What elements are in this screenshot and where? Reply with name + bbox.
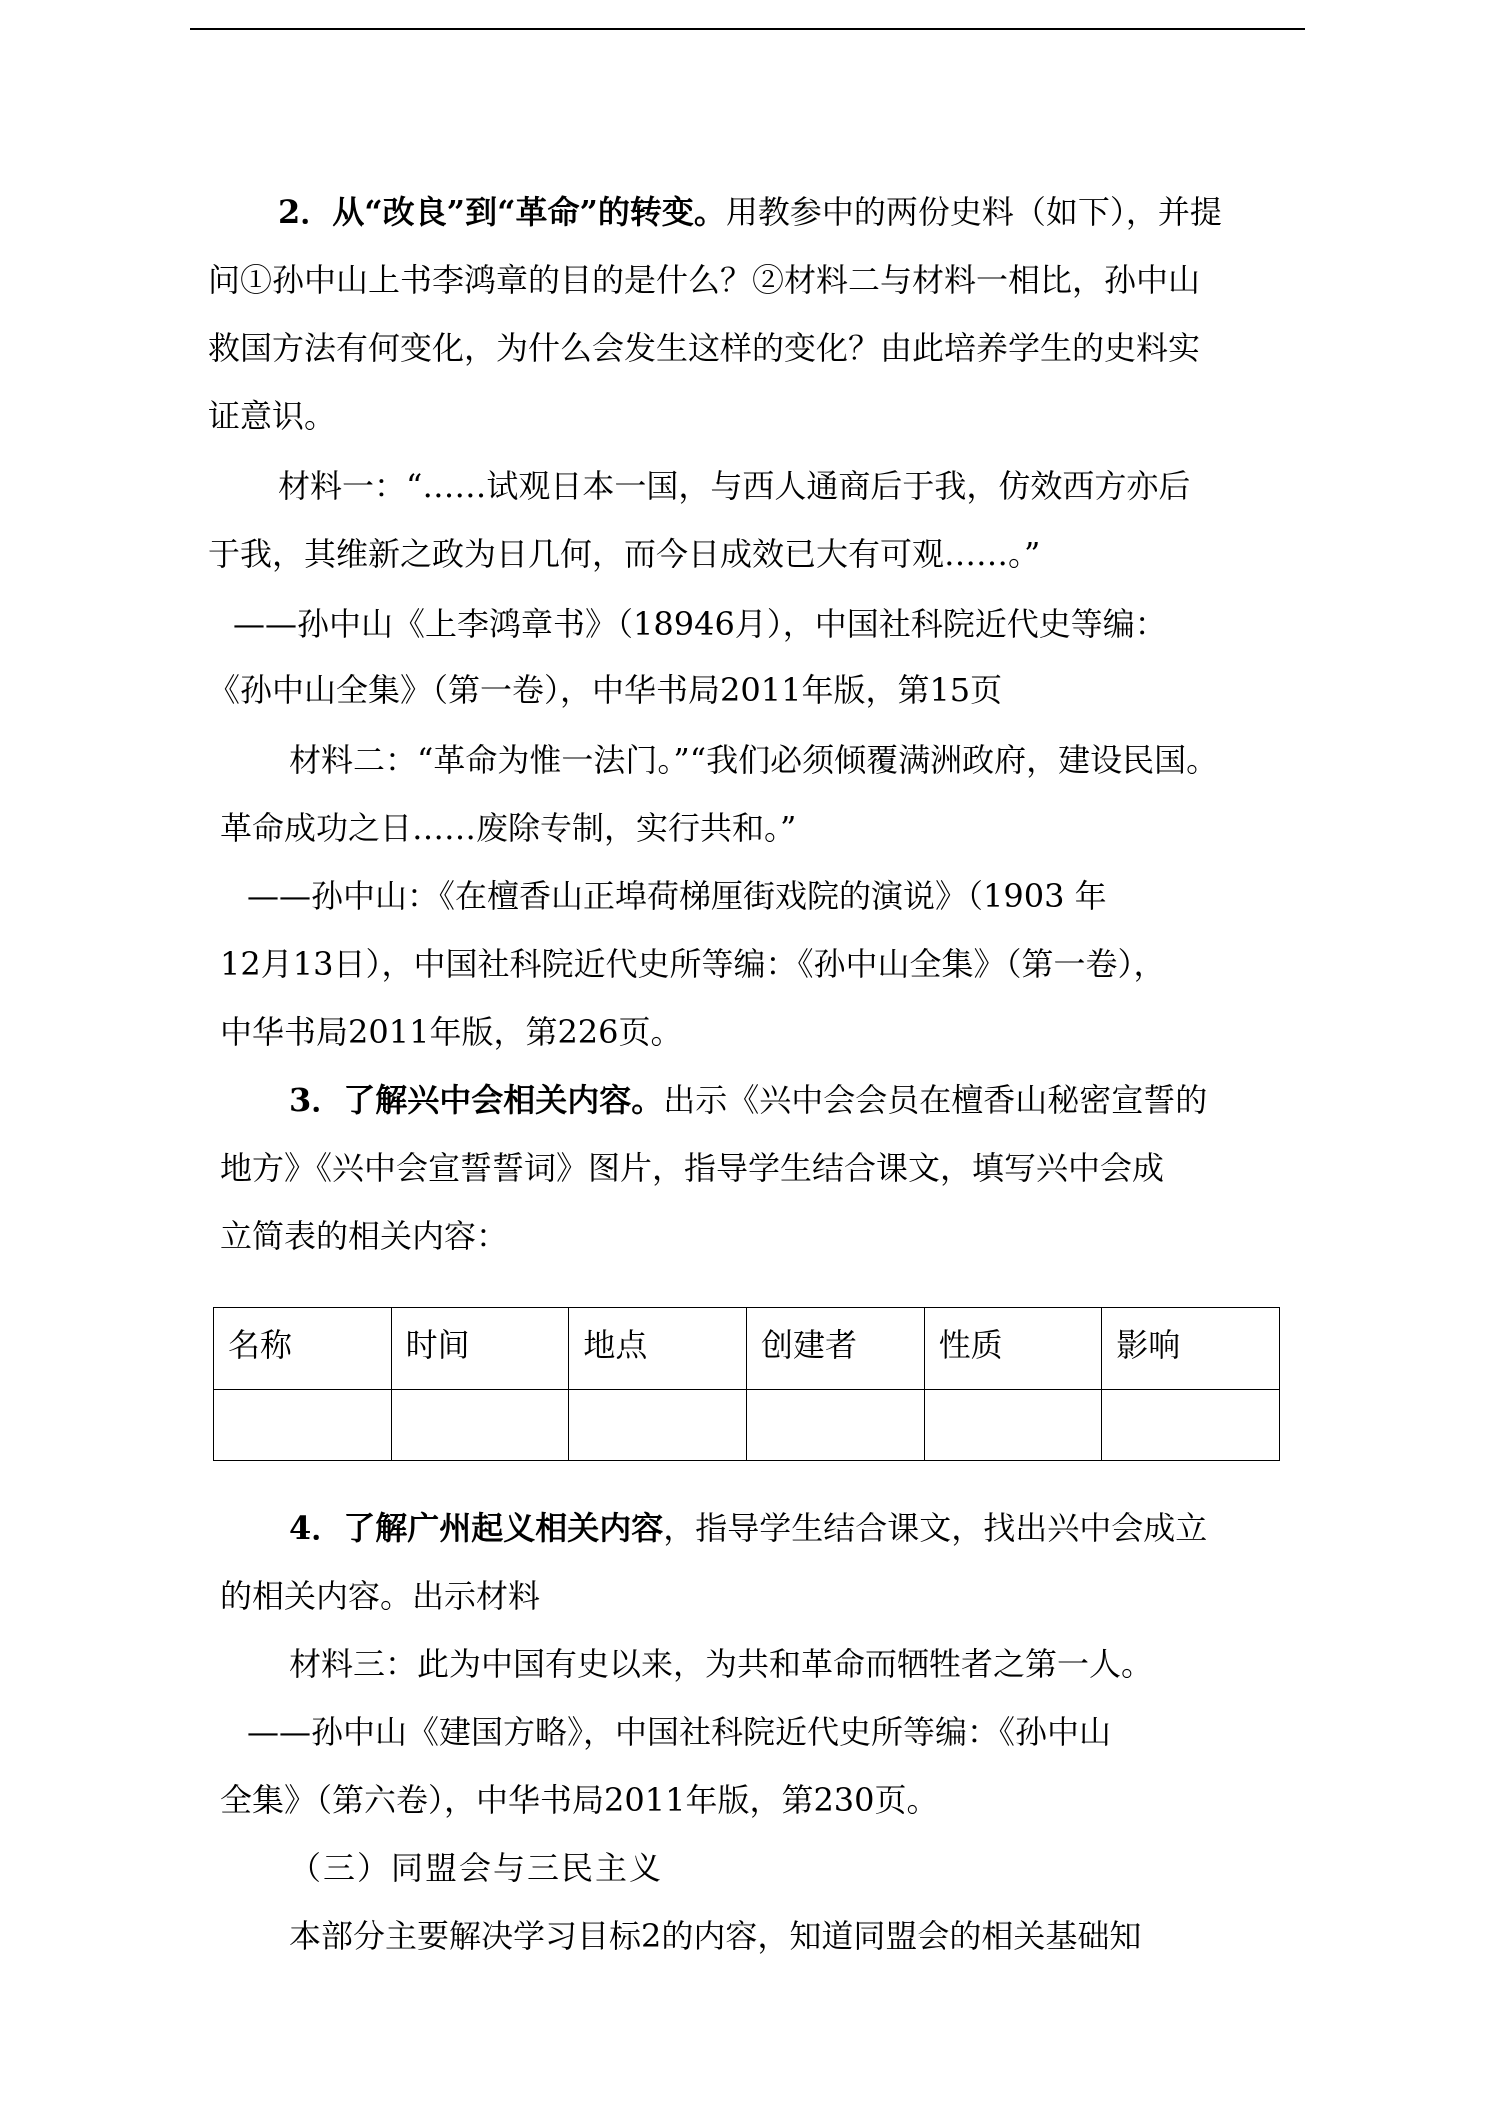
table-cell[interactable]	[1102, 1389, 1280, 1460]
material-1-line-1: 材料一：“……试观日本一国，与西人通商后于我，仿效西方亦后	[278, 467, 1191, 505]
table-header-cell: 时间	[391, 1308, 569, 1390]
section-2-line-3: 救国方法有何变化，为什么会发生这样的变化？由此培养学生的史料实	[208, 329, 1201, 367]
material-3-citation-2: 全集》（第六卷），中华书局2011年版，第230页。	[220, 1781, 939, 1819]
section-3-heading: 3．了解兴中会相关内容。	[289, 1081, 664, 1119]
material-3-citation-1: ——孙中山《建国方略》，中国社科院近代史所等编：《孙中山	[247, 1713, 1112, 1751]
material-2-line-2: 革命成功之日……废除专制，实行共和。”	[220, 809, 797, 847]
table-header-cell: 性质	[924, 1308, 1102, 1390]
section-4-heading: 4．了解广州起义相关内容	[289, 1509, 664, 1547]
table-header-row	[214, 1308, 1280, 1390]
table-header-cell: 地点	[569, 1308, 747, 1390]
section-2-heading: 2．从“改良”到“革命”的转变。	[278, 193, 726, 231]
material-1-citation-1: ——孙中山《上李鸿章书》（18946月），中国社科院近代史等编：	[233, 605, 1167, 643]
table-cell[interactable]	[746, 1389, 924, 1460]
section-4-line-2: 的相关内容。出示材料	[220, 1577, 541, 1615]
material-3-line-1: 材料三：此为中国有史以来，为共和革命而牺牲者之第一人。	[289, 1645, 1154, 1683]
section-2-line-1	[278, 190, 1222, 234]
subsection-3-title: （三）同盟会与三民主义	[289, 1849, 664, 1887]
material-2-citation-2: 12月13日），中国社科院近代史所等编：《孙中山全集》（第一卷），	[220, 945, 1166, 983]
table-row	[214, 1389, 1280, 1460]
section-2-line-2: 问①孙中山上书李鸿章的目的是什么？②材料二与材料一相比，孙中山	[208, 261, 1201, 299]
section-2-line-4: 证意识。	[208, 397, 337, 435]
section-3-line-1	[289, 1078, 1207, 1122]
subsection-3-line-1: 本部分主要解决学习目标2的内容，知道同盟会的相关基础知	[289, 1917, 1142, 1955]
material-2-citation-3: 中华书局2011年版，第226页。	[220, 1013, 683, 1051]
table-header-cell: 创建者	[746, 1308, 924, 1390]
section-4-line-1	[289, 1506, 1207, 1550]
xingzhonghui-table	[213, 1307, 1280, 1461]
table-header-cell: 影响	[1102, 1308, 1280, 1390]
table-header-cell: 名称	[214, 1308, 392, 1390]
section-2-text: 用教参中的两份史料（如下），并提	[725, 193, 1222, 231]
table-cell[interactable]	[214, 1389, 392, 1460]
table-cell[interactable]	[569, 1389, 747, 1460]
material-1-line-2: 于我，其维新之政为日几何，而今日成效已大有可观……。”	[208, 535, 1041, 573]
material-2-citation-1: ——孙中山：《在檀香山正埠荷梯厘街戏院的演说》（1903 年	[247, 877, 1107, 915]
header-rule	[190, 28, 1305, 30]
section-4-text: ，指导学生结合课文，找出兴中会成立	[663, 1509, 1208, 1547]
table-cell[interactable]	[391, 1389, 569, 1460]
section-3-line-2: 地方》《兴中会宣誓誓词》图片，指导学生结合课文，填写兴中会成	[220, 1149, 1165, 1187]
table-cell[interactable]	[924, 1389, 1102, 1460]
section-3-text: 出示《兴中会会员在檀香山秘密宣誓的	[663, 1081, 1208, 1119]
material-2-line-1: 材料二：“革命为惟一法门。”“我们必须倾覆满洲政府，建设民国。	[289, 741, 1219, 779]
section-3-line-3: 立简表的相关内容：	[220, 1217, 509, 1255]
material-1-citation-2: 《孙中山全集》（第一卷），中华书局2011年版，第15页	[208, 671, 1003, 709]
